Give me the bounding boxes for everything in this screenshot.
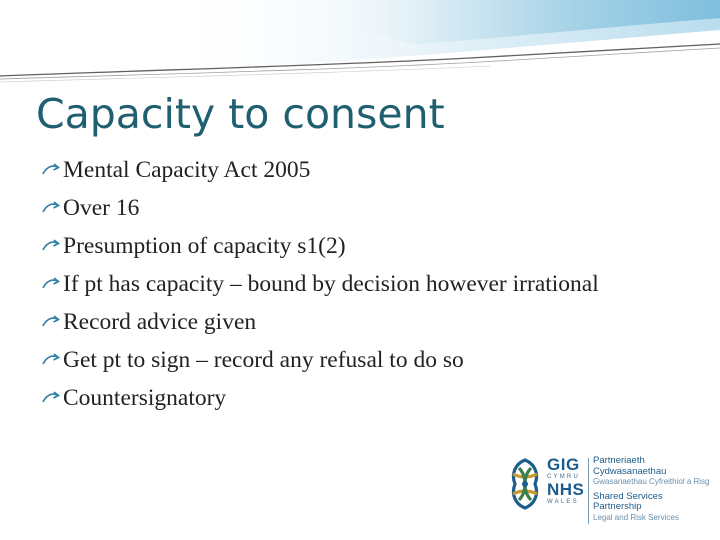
nhs-wales-shared-services-logo <box>505 452 710 532</box>
bullet-item <box>42 309 682 336</box>
logo-divider <box>588 458 589 524</box>
arrow-bullet-icon <box>42 347 63 374</box>
logo-organisation-text <box>593 456 710 523</box>
arrow-bullet-icon <box>42 233 63 260</box>
cymru-mark: CYMRU <box>547 474 580 480</box>
bullet-item <box>42 271 682 298</box>
nhs-wales-wordmark <box>547 456 587 506</box>
arrow-bullet-icon <box>42 157 63 184</box>
welsh-org-line-3: Gwasanaethau Cyfreithiol a Risg <box>593 477 710 486</box>
bullet-list <box>42 157 682 423</box>
arrow-bullet-icon <box>42 385 63 412</box>
welsh-org-line-2: Cydwasanaethau <box>593 465 667 477</box>
bullet-item <box>42 157 682 184</box>
nhs-mark: NHS <box>547 480 585 499</box>
english-org-line-3: Legal and Risk Services <box>593 512 679 522</box>
bullet-item <box>42 347 682 374</box>
bullet-text: Get pt to sign – record any refusal to do so <box>63 347 464 373</box>
wales-mark: WALES <box>547 499 579 505</box>
header-wave-decoration <box>0 0 720 90</box>
bullet-item <box>42 195 682 222</box>
arrow-bullet-icon <box>42 309 63 336</box>
gig-mark: GIG <box>547 455 580 474</box>
slide-title: Capacity to consent <box>36 90 445 138</box>
bullet-text: Presumption of capacity s1(2) <box>63 233 346 259</box>
bullet-text: Record advice given <box>63 309 257 335</box>
arrow-bullet-icon <box>42 195 63 222</box>
celtic-knot-icon <box>505 454 545 514</box>
english-org-line-1: Shared Services <box>593 490 663 502</box>
bullet-text: Countersignatory <box>63 385 227 411</box>
bullet-item <box>42 233 682 260</box>
bullet-item <box>42 385 682 412</box>
welsh-org-line-1: Partneriaeth <box>593 455 645 466</box>
english-org-line-2: Partnership <box>593 501 642 512</box>
bullet-text: If pt has capacity – bound by decision however irrational <box>63 271 599 297</box>
arrow-bullet-icon <box>42 271 63 298</box>
bullet-text: Over 16 <box>63 195 140 221</box>
bullet-text: Mental Capacity Act 2005 <box>63 157 311 183</box>
